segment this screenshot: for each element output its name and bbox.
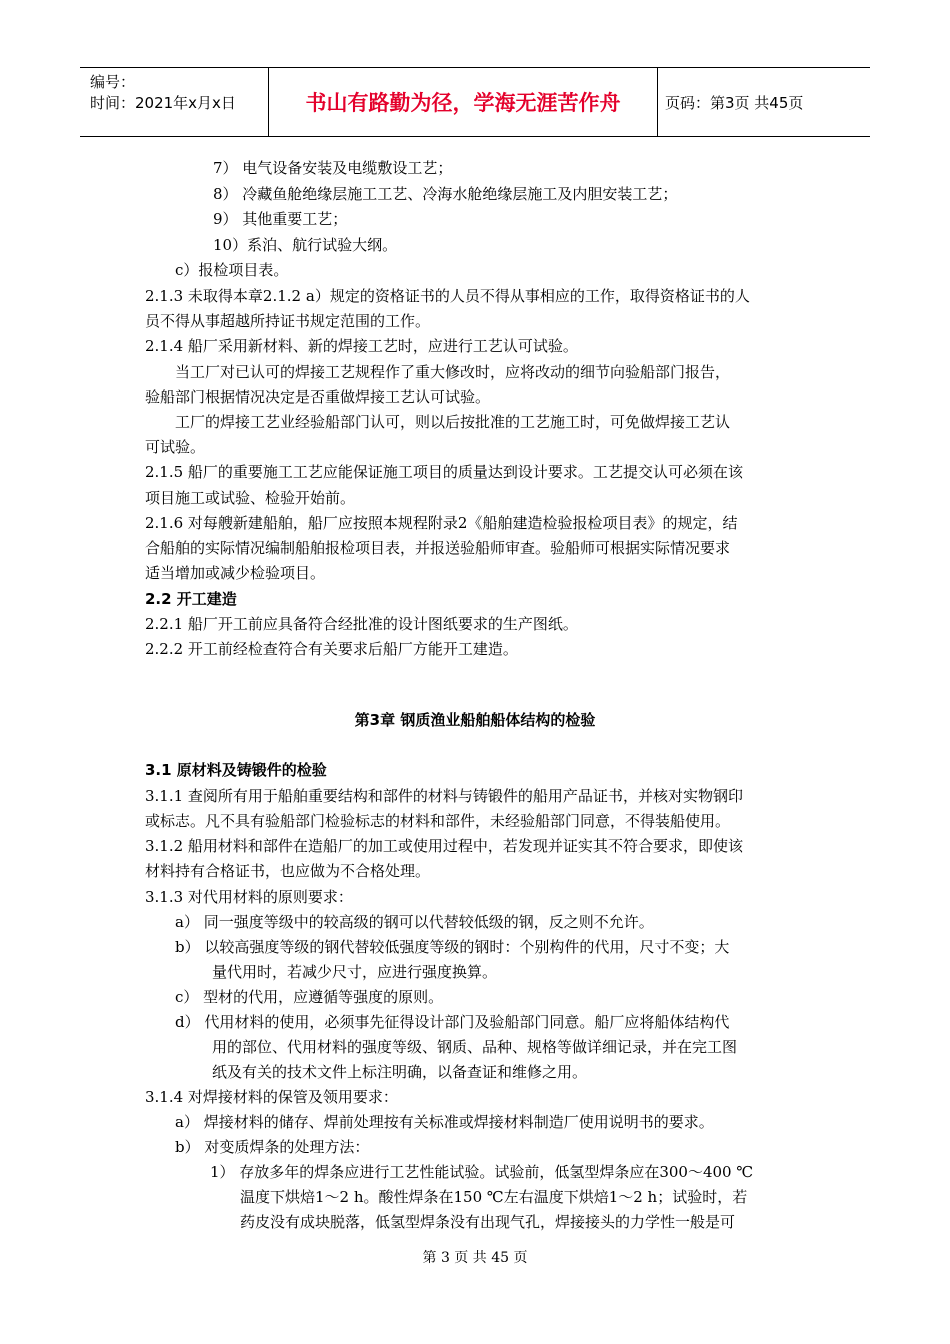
list-item: a） 同一强度等级中的较高级的钢可以代替较低级的钢，反之则不允许。 — [175, 913, 654, 931]
list-item: 1） 存放多年的焊条应进行工艺性能试验。试验前，低氢型焊条应在300～400 ℃ — [210, 1163, 754, 1181]
paragraph-line: 2.1.5 船厂的重要施工工艺应能保证施工项目的质量达到设计要求。工艺提交认可必须在该 — [145, 463, 743, 481]
header-page-info: 页码：第3页 共45页 — [665, 93, 804, 112]
paragraph-line: 2.1.3 未取得本章2.1.2 a）规定的资格证书的人员不得从事相应的工作，取得资格证书的人 — [145, 287, 750, 305]
paragraph-line: 2.1.6 对每艘新建船舶，船厂应按照本规程附录2《船舶建造检验报检项目表》的规定，结 — [145, 514, 738, 532]
paragraph-line: 项目施工或试验、检验开始前。 — [145, 489, 356, 507]
list-item: c） 型材的代用，应遵循等强度的原则。 — [175, 988, 444, 1006]
list-item: 7） 电气设备安装及电缆敷设工艺； — [213, 159, 453, 177]
paragraph-line: 员不得从事超越所持证书规定范围的工作。 — [145, 312, 431, 330]
list-item: 8） 冷藏鱼舱绝缘层施工工艺、冷海水舱绝缘层施工及内胆安装工艺； — [213, 185, 678, 203]
chapter-title: 第3章 钢质渔业船舶船体结构的检验 — [354, 711, 596, 729]
section-heading: 3.1 原材料及铸锻件的检验 — [145, 761, 327, 779]
serial-label: 编号： — [90, 73, 136, 91]
paragraph-line: 合船舶的实际情况编制船舶报检项目表，并报送验船师审查。验船师可根据实际情况要求 — [145, 539, 731, 557]
paragraph-line: 2.2.2 开工前经检查符合有关要求后船厂方能开工建造。 — [145, 640, 518, 658]
paragraph-line: 材料持有合格证书，也应做为不合格处理。 — [145, 862, 431, 880]
list-item-continuation: 纸及有关的技术文件上标注明确，以备查证和维修之用。 — [212, 1063, 588, 1081]
page-header — [80, 67, 870, 137]
header-divider — [657, 68, 658, 136]
list-item: d） 代用材料的使用，必须事先征得设计部门及验船部门同意。船厂应将船体结构代 — [175, 1013, 730, 1031]
list-item-continuation: 用的部位、代用材料的强度等级、钢质、品种、规格等做详细记录，并在完工图 — [212, 1038, 738, 1056]
list-item-continuation: 量代用时，若减少尺寸，应进行强度换算。 — [212, 963, 498, 981]
paragraph-line: 可试验。 — [145, 438, 206, 456]
list-item: b） 对变质焊条的处理方法： — [175, 1138, 370, 1156]
list-item: b） 以较高强度等级的钢代替较低强度等级的钢时：个别构件的代用，尺寸不变；大 — [175, 938, 730, 956]
list-item-continuation: 药皮没有成块脱落，低氢型焊条没有出现气孔，焊接接头的力学性一般是可 — [240, 1213, 736, 1231]
paragraph-line: 3.1.4 对焊接材料的保管及领用要求： — [145, 1088, 398, 1106]
date-label: 时间：2021年x月x日 — [90, 94, 236, 112]
page-footer: 第 3 页 共 45 页 — [422, 1250, 528, 1266]
paragraph-line: 3.1.1 查阅所有用于船舶重要结构和部件的材料与铸锻件的船用产品证书，并核对实物钢印 — [145, 787, 743, 805]
paragraph-line: 2.1.4 船厂采用新材料、新的焊接工艺时，应进行工艺认可试验。 — [145, 337, 578, 355]
paragraph-line: 适当增加或减少检验项目。 — [145, 564, 326, 582]
paragraph-line: 工厂的焊接工艺业经验船部门认可，则以后按批准的工艺施工时，可免做焊接工艺认 — [175, 413, 731, 431]
header-meta — [90, 72, 290, 114]
list-item: 9） 其他重要工艺； — [213, 210, 348, 228]
paragraph-line: 验船部门根据情况决定是否重做焊接工艺认可试验。 — [145, 388, 491, 406]
list-item-continuation: 温度下烘焙1～2 h。酸性焊条在150 ℃左右温度下烘焙1～2 h；试验时，若 — [240, 1188, 748, 1206]
list-item: c）报检项目表。 — [175, 261, 289, 279]
list-item: a） 焊接材料的储存、焊前处理按有关标准或焊接材料制造厂使用说明书的要求。 — [175, 1113, 714, 1131]
paragraph-line: 2.2.1 船厂开工前应具备符合经批准的设计图纸要求的生产图纸。 — [145, 615, 578, 633]
paragraph-line: 3.1.3 对代用材料的原则要求： — [145, 888, 353, 906]
paragraph-line: 或标志。凡不具有验船部门检验标志的材料和部件，未经验船部门同意，不得装船使用。 — [145, 812, 731, 830]
section-heading: 2.2 开工建造 — [145, 590, 237, 608]
list-item: 10）系泊、航行试验大纲。 — [213, 236, 398, 254]
header-motto: 书山有路勤为径，学海无涯苦作舟 — [305, 91, 621, 115]
paragraph-line: 3.1.2 船用材料和部件在造船厂的加工或使用过程中，若发现并证实其不符合要求，即使该 — [145, 837, 743, 855]
paragraph-line: 当工厂对已认可的焊接工艺规程作了重大修改时，应将改动的细节向验船部门报告， — [175, 363, 731, 381]
